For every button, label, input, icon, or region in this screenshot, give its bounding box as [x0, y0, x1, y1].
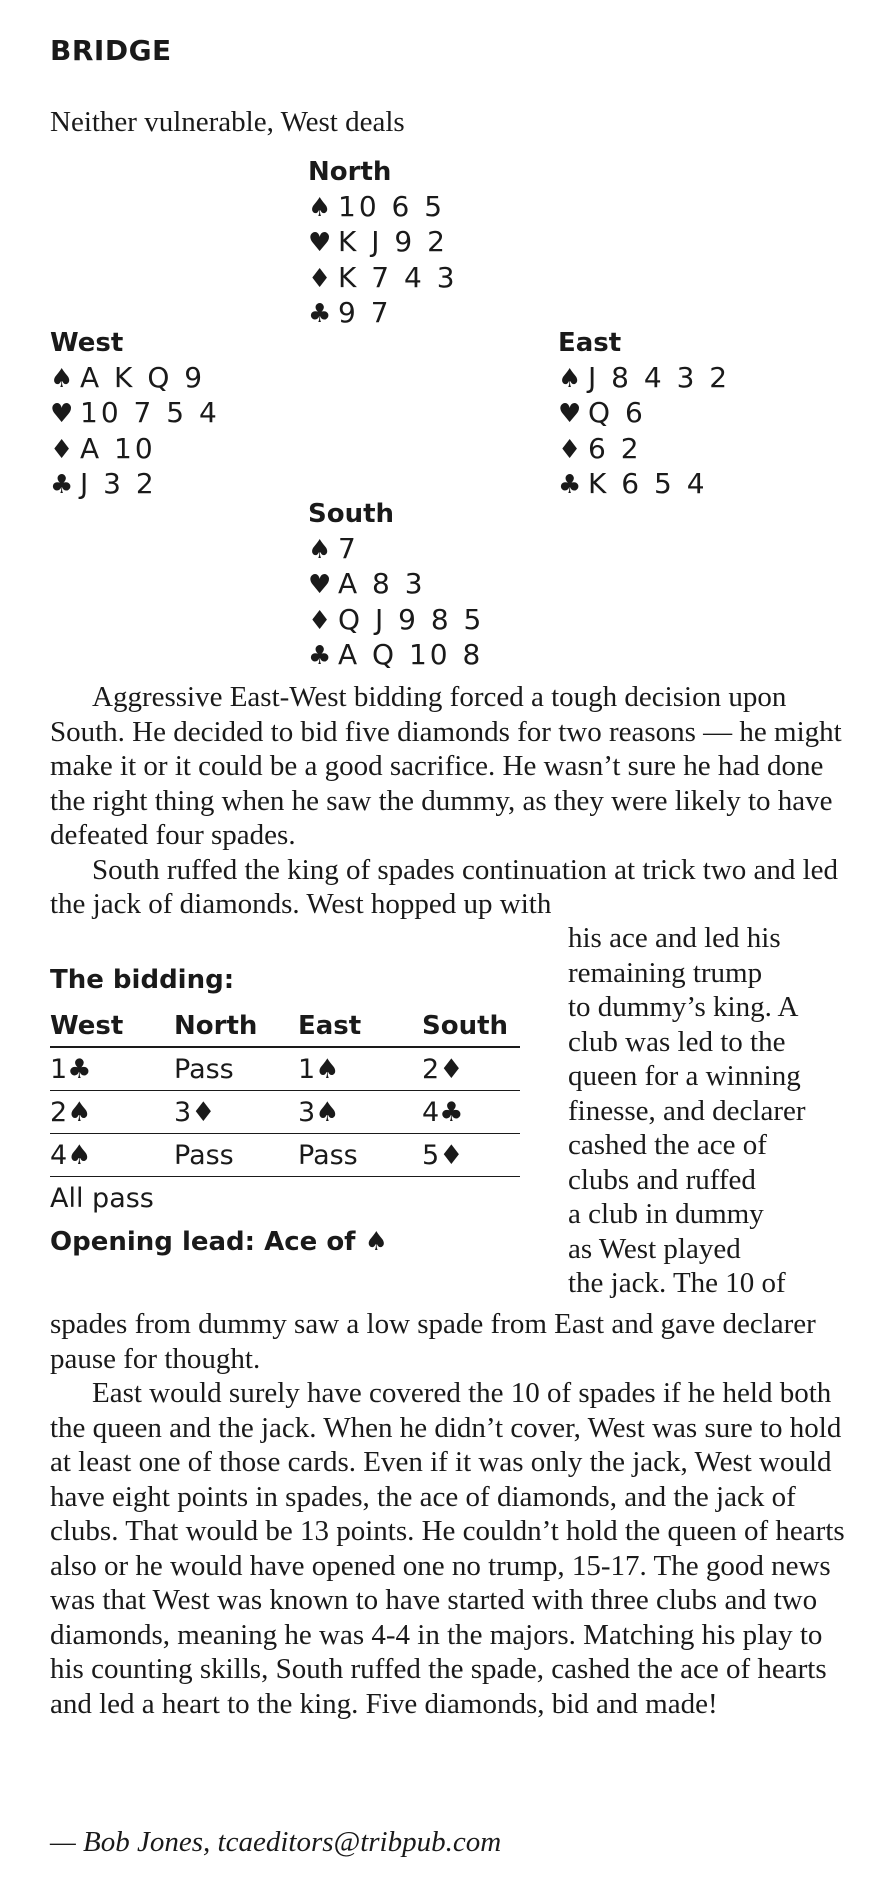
spade-icon: ♠: [67, 1096, 92, 1128]
bidding-rows: [50, 1047, 520, 1177]
column-header-north: North: [174, 1006, 298, 1047]
spades-holding: 10 6 5: [338, 189, 446, 223]
side-line: cashed the ace of: [568, 1129, 767, 1161]
bid-cell: [298, 1091, 422, 1134]
column-header-south: South: [422, 1006, 520, 1047]
article-side-column: [568, 921, 868, 1301]
club-icon: ♣: [558, 470, 582, 500]
bid-level: 3: [298, 1096, 316, 1128]
spade-icon: ♠: [308, 192, 332, 223]
bid-level: 1: [298, 1053, 316, 1085]
diamonds-holding: A 10: [80, 431, 156, 465]
spade-icon: ♠: [315, 1053, 340, 1085]
bid-level: 4: [50, 1139, 68, 1171]
spades-holding: A K Q 9: [80, 360, 206, 394]
spade-icon: ♠: [364, 1227, 388, 1257]
diamond-icon: ♦: [439, 1139, 464, 1171]
diamond-icon: ♦: [50, 434, 74, 465]
diamonds-holding: 6 2: [588, 431, 642, 465]
hearts-holding: A 8 3: [338, 567, 426, 600]
bid-level: 4: [422, 1096, 440, 1128]
club-icon: ♣: [439, 1096, 464, 1128]
article-paragraph-3: East would surely have covered the 10 of spades if he held both the queen and the jack. When he didn’t cover, West was sure to hold at least one of those cards. Even if it was only the jack, West would have eight points in spades, the ace of diamonds, and the jack of clubs. That would be 13 points. He couldn’t hold the queen of hearts also or he would have opened one no trump, 15-17. The good news was that West was known to have started with three clubs and two diamonds, meaning he was 4-4 in the majors. Matching his play to his counting skills, South ruffed the spade, cashed the ace of hearts and led a heart to the king. Five diamonds, bid and made!: [50, 1377, 845, 1720]
article-top: [50, 680, 850, 922]
article-paragraph-2-start: South ruffed the king of spades continuation at trick two and led the jack of diamonds. West hopped up with: [50, 853, 839, 920]
diamond-icon: ♦: [439, 1053, 464, 1085]
bidding-header-row: [50, 1006, 520, 1047]
bid-cell: [50, 1134, 174, 1177]
bid-cell: [422, 1091, 520, 1134]
vulnerability-line: Neither vulnerable, West deals: [50, 106, 405, 138]
bidding-box: [50, 960, 520, 1263]
side-line: remaining trump: [568, 956, 763, 989]
bid-level: 1: [50, 1053, 68, 1085]
bid-cell: [422, 1047, 520, 1091]
bidding-row: [50, 1134, 520, 1177]
side-line: as West played: [568, 1232, 741, 1265]
hearts-holding: K J 9 2: [338, 225, 448, 258]
side-line: the jack. The 10 of: [568, 1267, 786, 1299]
bidding-row: [50, 1047, 520, 1091]
spade-icon: ♠: [315, 1096, 340, 1128]
spade-icon: ♠: [50, 363, 74, 394]
heart-icon: ♥: [308, 228, 332, 258]
bidding-row: [50, 1091, 520, 1134]
spades-holding: J 8 4 3 2: [588, 360, 731, 394]
diamond-icon: ♦: [308, 605, 332, 636]
heart-icon: ♥: [558, 399, 582, 429]
spades-holding: 7: [338, 531, 359, 565]
diamonds-holding: Q J 9 8 5: [338, 602, 485, 636]
bid-level: Pass: [174, 1053, 234, 1085]
side-line: to dummy’s king. A: [568, 991, 799, 1023]
bidding-heading: The bidding:: [50, 965, 235, 995]
club-icon: ♣: [308, 641, 332, 671]
bid-level: Pass: [174, 1139, 234, 1171]
clubs-holding: A Q 10 8: [338, 638, 484, 671]
club-icon: ♣: [308, 299, 332, 329]
hand-south: [308, 497, 484, 674]
bid-cell: [174, 1047, 298, 1091]
spade-icon: ♠: [308, 534, 332, 565]
side-line: his ace and led his: [568, 922, 781, 954]
bid-cell: [422, 1134, 520, 1177]
side-line: finesse, and declarer: [568, 1094, 806, 1127]
bidding-table: [50, 1006, 520, 1177]
hearts-holding: Q 6: [588, 396, 646, 429]
hand-name: West: [50, 328, 124, 358]
diamonds-holding: K 7 4 3: [338, 260, 458, 294]
clubs-holding: J 3 2: [80, 467, 157, 500]
bid-cell: [298, 1134, 422, 1177]
hand-name: North: [308, 157, 392, 187]
byline: — Bob Jones, tcaeditors@tribpub.com: [50, 1826, 502, 1858]
side-line: clubs and ruffed: [568, 1163, 756, 1196]
article-bottom: [50, 1307, 850, 1721]
side-line: a club in dummy: [568, 1198, 764, 1230]
bid-cell: [174, 1091, 298, 1134]
diamond-icon: ♦: [558, 434, 582, 465]
hand-north: [308, 155, 458, 332]
side-lines: [568, 921, 868, 1301]
article-paragraph-2-end: spades from dummy saw a low spade from East and gave declarer pause for thought.: [50, 1308, 816, 1375]
clubs-holding: K 6 5 4: [588, 467, 708, 500]
hand-name: South: [308, 499, 395, 529]
article-paragraph-1: Aggressive East-West bidding forced a tough decision upon South. He decided to bid five diamonds for two reasons — he might make it or it could be a good sacrifice. He wasn’t sure he had done the right thing when he saw the dummy, as they were likely to have defeated four spades.: [50, 681, 842, 851]
spade-icon: ♠: [67, 1139, 92, 1171]
bid-cell: [50, 1091, 174, 1134]
bid-level: 2: [50, 1096, 68, 1128]
bid-cell: [298, 1047, 422, 1091]
hand-west: [50, 326, 220, 503]
column-header-east: East: [298, 1006, 422, 1047]
side-line: queen for a winning: [568, 1060, 801, 1092]
hearts-holding: 10 7 5 4: [80, 396, 220, 429]
bid-level: 2: [422, 1053, 440, 1085]
heart-icon: ♥: [50, 399, 74, 429]
column-header-west: West: [50, 1006, 174, 1047]
column-title: BRIDGE: [50, 34, 172, 67]
bid-level: 3: [174, 1096, 192, 1128]
bid-level: Pass: [298, 1139, 358, 1171]
clubs-holding: 9 7: [338, 296, 392, 329]
opening-lead-label: Opening lead: Ace of: [50, 1227, 356, 1257]
diamond-icon: ♦: [191, 1096, 216, 1128]
spade-icon: ♠: [558, 363, 582, 394]
bid-cell: [50, 1047, 174, 1091]
heart-icon: ♥: [308, 570, 332, 600]
all-pass: All pass: [50, 1183, 154, 1214]
bid-cell: [174, 1134, 298, 1177]
hand-name: East: [558, 328, 622, 358]
hand-east: [558, 326, 730, 503]
club-icon: ♣: [50, 470, 74, 500]
side-line: club was led to the: [568, 1025, 786, 1058]
club-icon: ♣: [67, 1053, 92, 1085]
bid-level: 5: [422, 1139, 440, 1171]
diamond-icon: ♦: [308, 263, 332, 294]
opening-lead: [50, 1221, 520, 1263]
